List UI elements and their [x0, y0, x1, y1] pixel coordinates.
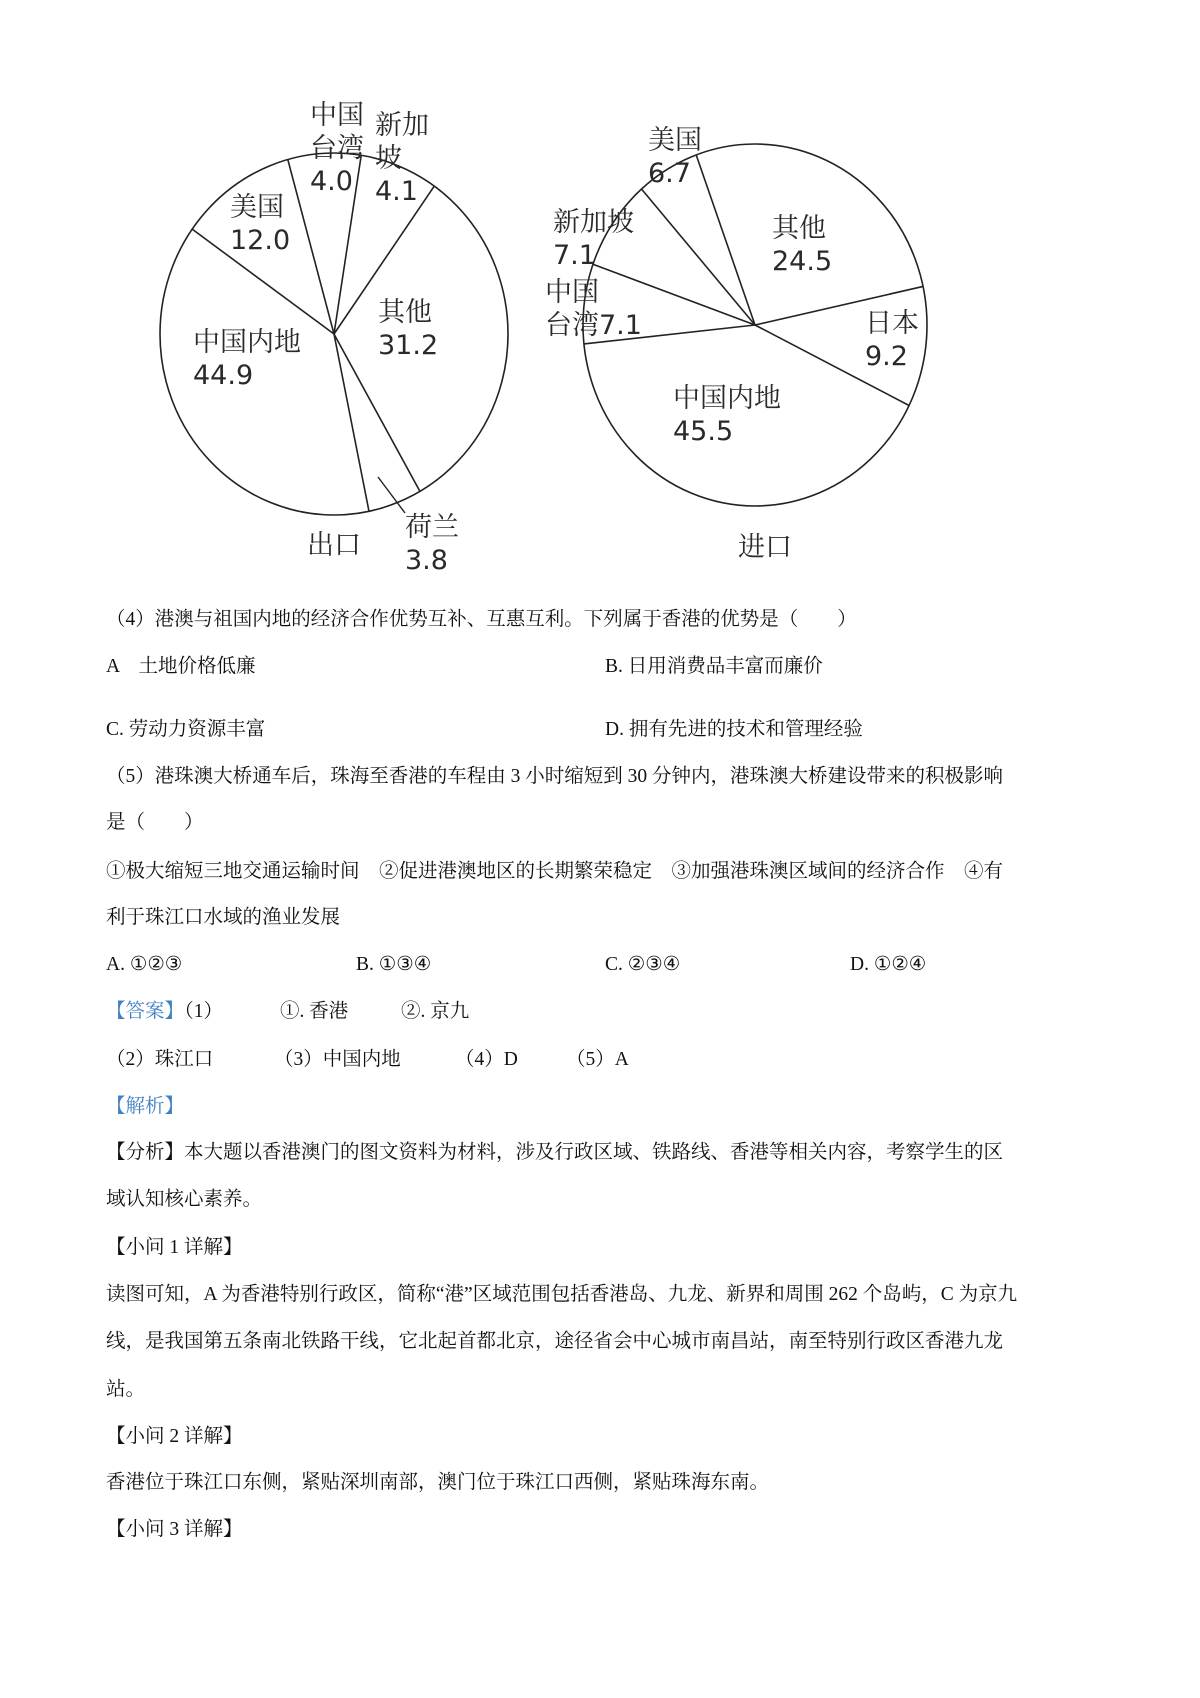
question-5-stem-line1: （5）港珠澳大桥通车后，珠海至香港的车程由 3 小时缩短到 30 分钟内，港珠澳大桥建设带来的积极影响 — [106, 766, 1004, 787]
pie-chart-title: 出口 — [307, 530, 361, 561]
pie-slice-label: 31.2 — [378, 330, 439, 361]
pie-slice-label: 中国 — [545, 277, 599, 308]
q5-option-a: A. ①②③ — [106, 954, 183, 975]
pie-slice-label: 中国内地 — [673, 383, 781, 414]
pie-slice-label: 美国 — [648, 125, 702, 156]
pie-charts — [0, 0, 1200, 580]
pie-slice-label: 6.7 — [648, 158, 691, 189]
analysis-summary-line2: 域认知核心素养。 — [106, 1189, 263, 1210]
pie-slice-label: 台湾7.1 — [545, 310, 642, 341]
pie-slice-label: 4.1 — [375, 176, 418, 207]
q5-option-b: B. ①③④ — [356, 954, 432, 975]
pie-slice-label: 12.0 — [230, 225, 291, 256]
sub-question-2-line1: 香港位于珠江口东侧，紧贴深圳南部，澳门位于珠江口西侧，紧贴珠海东南。 — [106, 1472, 770, 1493]
pie-slice-label: 中国内地 — [193, 327, 301, 358]
pie-slice-label: 7.1 — [553, 240, 596, 271]
pie-slice-label: 45.5 — [673, 416, 734, 447]
answer-1-2: ②. 京九 — [401, 1001, 470, 1022]
pie-chart-title: 进口 — [738, 532, 792, 563]
q5-option-d: D. ①②④ — [850, 954, 927, 975]
analysis-tag: 【解析】 — [106, 1096, 185, 1117]
pie-slice-label: 坡 — [375, 143, 402, 174]
answer-3: （3）中国内地 — [274, 1049, 401, 1070]
pie-slice-label: 24.5 — [772, 246, 833, 277]
answer-line-1 — [106, 1000, 223, 1024]
pie-slice-label: 荷兰 — [405, 512, 459, 543]
export-pie-chart — [160, 100, 508, 576]
question-5-stem-line2: 是（ ） — [106, 812, 204, 833]
answer-tag: 【答案】 — [106, 1001, 185, 1022]
answer-4: （4）D — [455, 1049, 518, 1070]
answer-5: （5）A — [566, 1049, 629, 1070]
q5-items-line2: 利于珠江口水域的渔业发展 — [106, 907, 341, 928]
q4-option-a: A 土地价格低廉 — [106, 656, 256, 677]
pie-slice-label: 新加坡 — [553, 207, 634, 238]
q4-option-d: D. 拥有先进的技术和管理经验 — [605, 719, 863, 740]
pie-slice-label: 新加 — [375, 110, 429, 141]
pie-slice-label: 美国 — [230, 192, 284, 223]
pie-slice-label: 日本 — [865, 308, 919, 339]
sub-question-1-line3: 站。 — [106, 1379, 146, 1400]
analysis-summary-line1: 【分析】本大题以香港澳门的图文资料为材料，涉及行政区域、铁路线、香港等相关内容，考察学生的区 — [106, 1142, 1004, 1163]
sub-question-1-line2: 线，是我国第五条南北铁路干线，它北起首都北京，途径省会中心城市南昌站，南至特别行政区香港九龙 — [106, 1331, 1004, 1352]
pie-slice-label: 中国 — [310, 100, 364, 131]
q5-items-line1: ①极大缩短三地交通运输时间 ②促进港澳地区的长期繁荣稳定 ③加强港珠澳区域间的经济合作 ④有 — [106, 861, 1004, 882]
answer-2: （2）珠江口 — [106, 1049, 214, 1070]
sub-question-2-title: 【小问 2 详解】 — [106, 1426, 243, 1447]
pie-slice-label: 44.9 — [193, 360, 254, 391]
q4-option-b: B. 日用消费品丰富而廉价 — [605, 656, 823, 677]
answer-1-1: ①. 香港 — [280, 1001, 349, 1022]
pie-slice-label: 4.0 — [310, 166, 353, 197]
pie-slice-label: 其他 — [378, 297, 432, 328]
answer-1-label: （1） — [184, 1001, 224, 1022]
q4-option-c: C. 劳动力资源丰富 — [106, 719, 266, 740]
sub-question-1-title: 【小问 1 详解】 — [106, 1237, 243, 1258]
import-pie-chart — [545, 125, 927, 563]
q5-option-c: C. ②③④ — [605, 954, 681, 975]
question-4-stem: （4）港澳与祖国内地的经济合作优势互补、互惠互利。下列属于香港的优势是（ ） — [106, 609, 857, 630]
pie-slice-label: 3.8 — [405, 545, 448, 576]
pie-slice-label: 其他 — [772, 213, 826, 244]
pie-slice-label: 台湾 — [310, 133, 364, 164]
sub-question-1-line1: 读图可知，A 为香港特别行政区，简称“港”区域范围包括香港岛、九龙、新界和周围 262 个岛屿，C 为京九 — [106, 1284, 1018, 1305]
pie-slice-label: 9.2 — [865, 341, 908, 372]
sub-question-3-title: 【小问 3 详解】 — [106, 1519, 243, 1540]
